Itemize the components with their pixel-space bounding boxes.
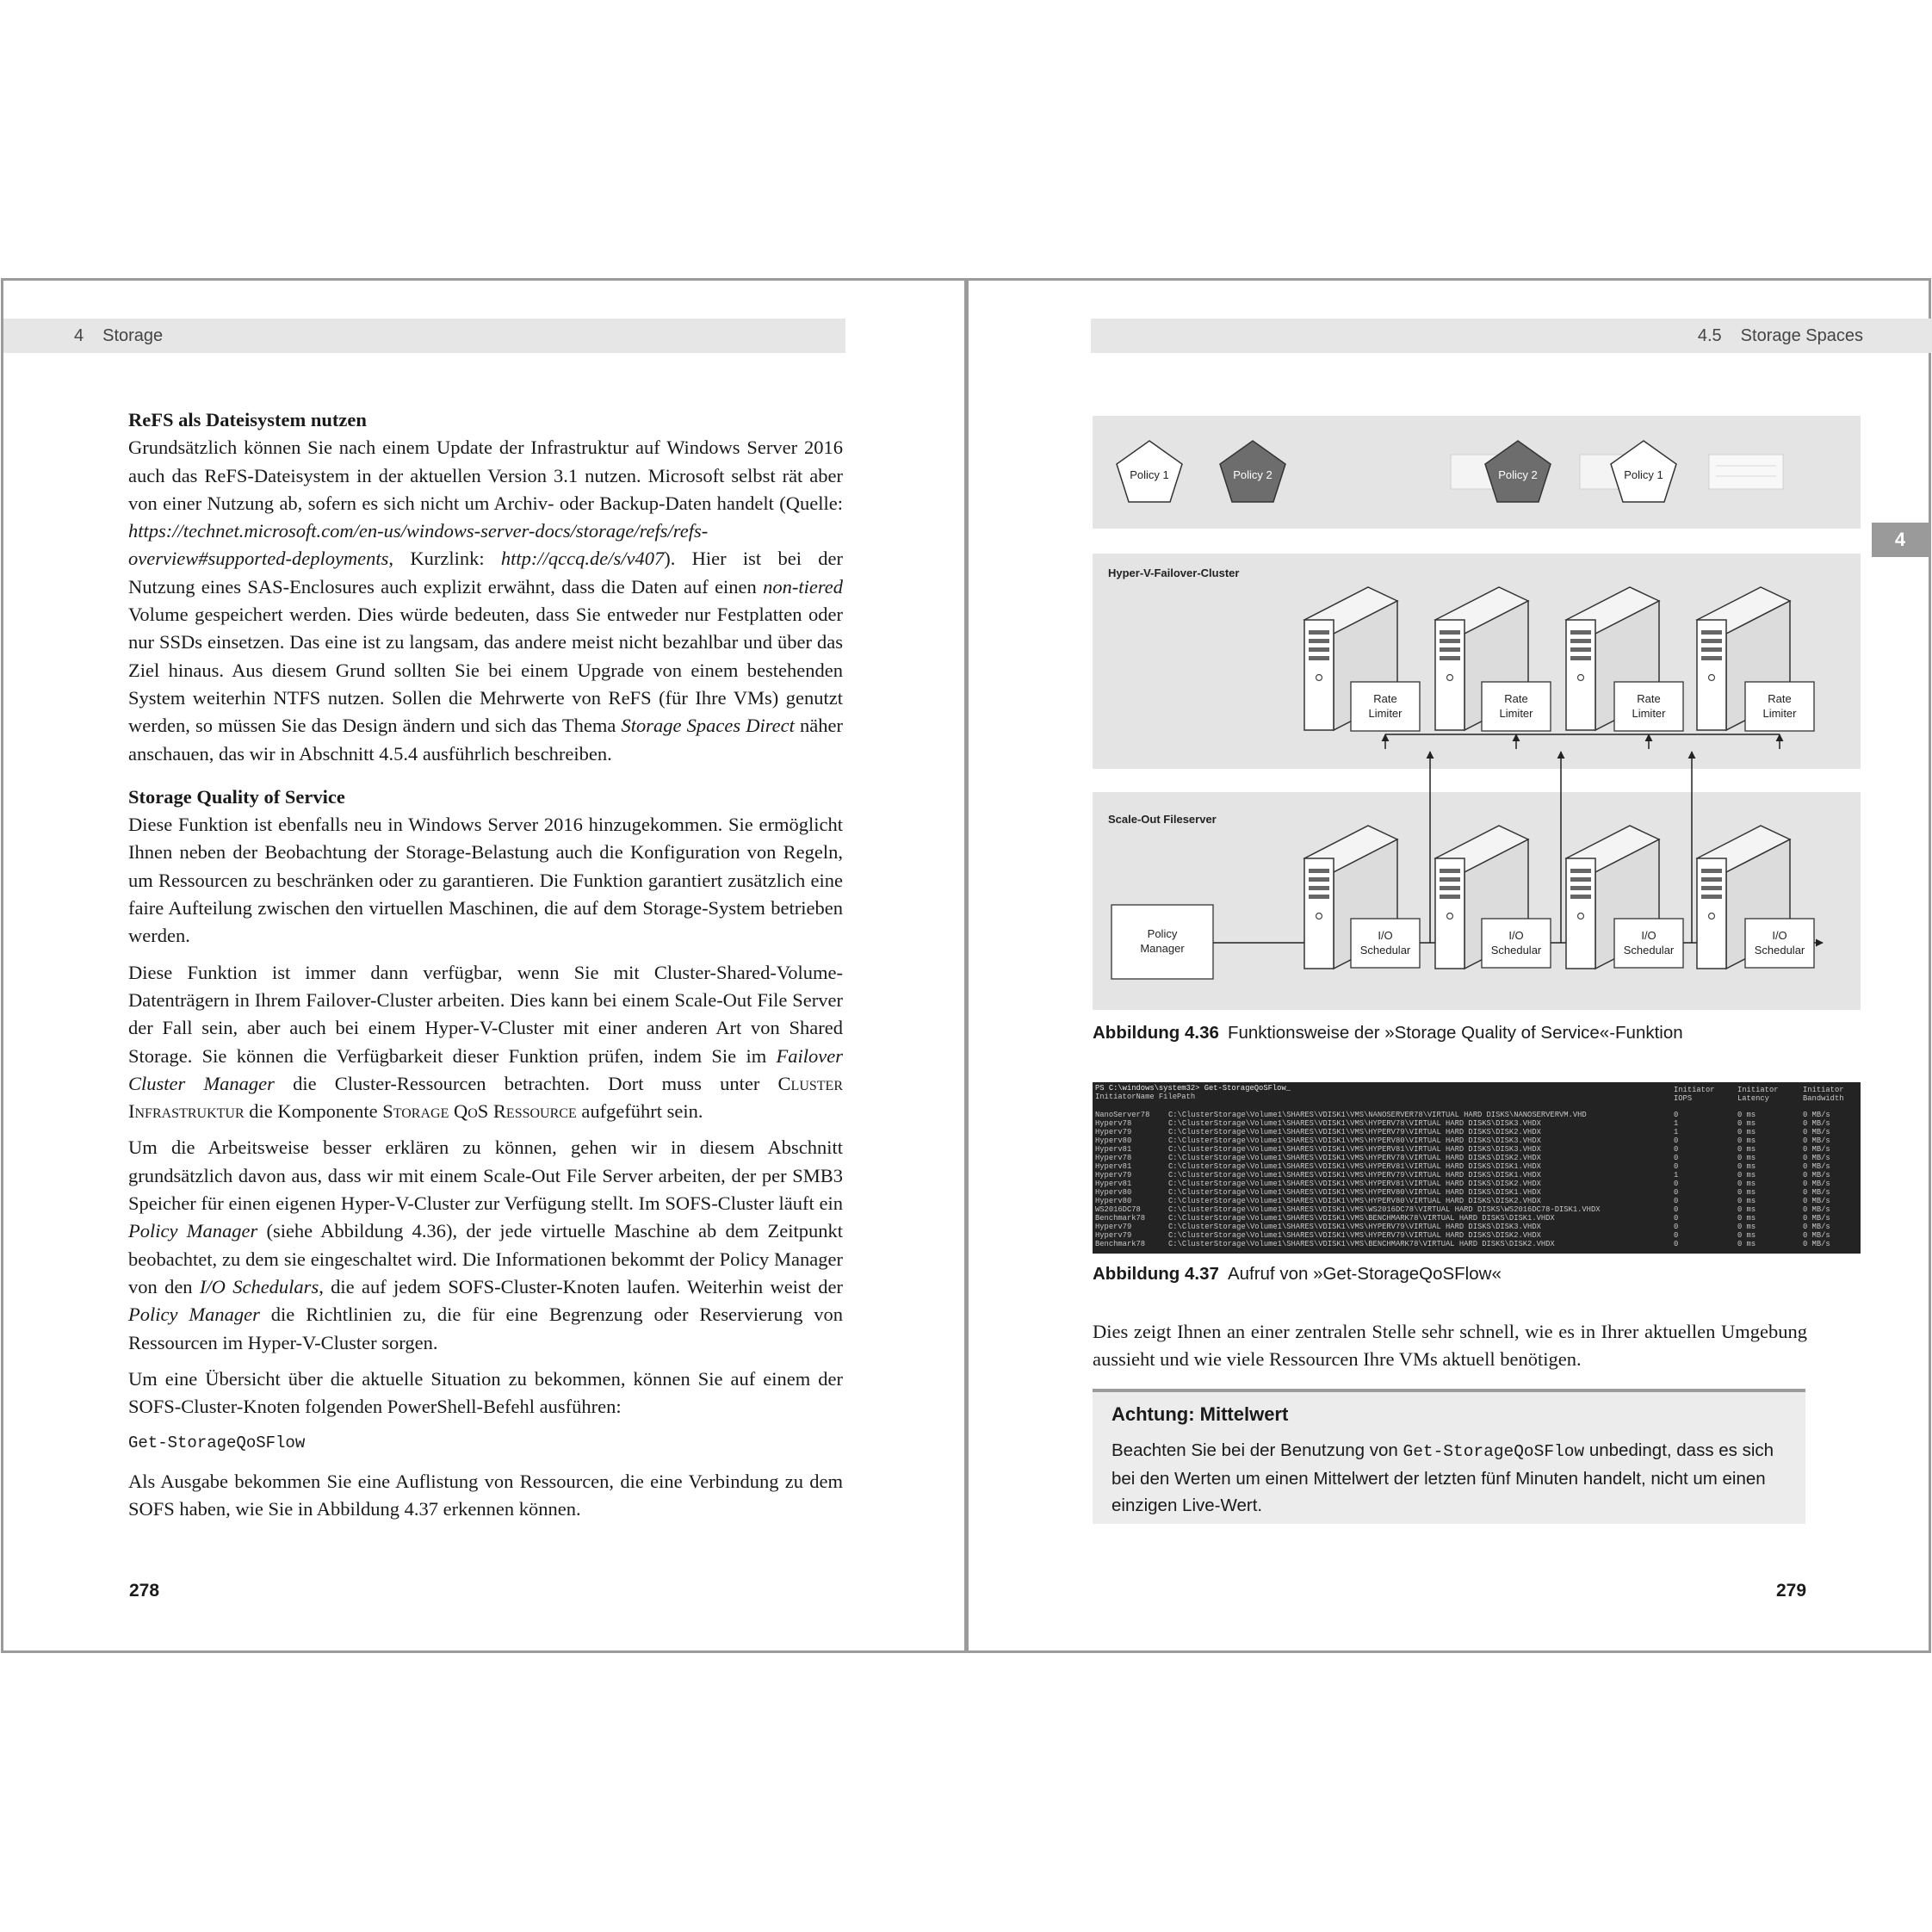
table-cell-bw: 0 MB/s — [1803, 1111, 1830, 1119]
table-cell-path: C:\ClusterStorage\Volume1\SHARES\VDISK1\VMS\HYPERV79\VIRTUAL HARD DISKS\DISK2.VHDX — [1168, 1128, 1541, 1136]
storage-enclosure-icon — [1709, 455, 1783, 489]
table-cell-lat: 0 ms — [1737, 1197, 1756, 1205]
table-cell-iops: 0 — [1674, 1188, 1679, 1197]
table-cell-iops: 1 — [1674, 1171, 1679, 1180]
ps-col-header-line: Initiator — [1737, 1086, 1779, 1094]
table-cell-lat: 0 ms — [1737, 1162, 1756, 1171]
qos-diagram — [1093, 416, 1861, 1010]
table-cell-lat: 0 ms — [1737, 1205, 1756, 1214]
table-cell-lat: 0 ms — [1737, 1223, 1756, 1231]
rate-limiter-box — [1614, 682, 1683, 731]
table-cell-lat: 0 ms — [1737, 1231, 1756, 1240]
table-cell-iops: 1 — [1674, 1119, 1679, 1128]
ps-column-header: InitiatorName FilePath — [1095, 1093, 1196, 1101]
table-cell-name: Hyperv78 — [1095, 1119, 1132, 1128]
table-cell-name: Hyperv80 — [1095, 1197, 1132, 1205]
policy-label: Policy 2 — [1233, 468, 1273, 481]
table-row — [1093, 1197, 1861, 1205]
rate-limiter-box — [1482, 682, 1551, 731]
table-cell-lat: 0 ms — [1737, 1111, 1756, 1119]
table-cell-bw: 0 MB/s — [1803, 1205, 1830, 1214]
caption-label: Abbildung 4.37 — [1093, 1264, 1219, 1284]
note-text — [1112, 1437, 1792, 1519]
rate-limiter-label: Limiter — [1762, 707, 1797, 720]
powershell-output-screenshot — [1093, 1082, 1861, 1254]
table-row — [1093, 1136, 1861, 1145]
text-run: ). Hier ist bei der Nutzung eines SAS-Enclosures auch explizit erwähnt, dass die Daten auf einen — [128, 548, 843, 598]
io-scheduler-label: I/O — [1508, 929, 1524, 942]
io-scheduler-label: I/O — [1641, 929, 1656, 942]
ps-col-header-line: IOPS — [1674, 1094, 1693, 1103]
ps-col-iops — [1674, 1086, 1734, 1103]
table-row — [1093, 1223, 1861, 1231]
table-cell-bw: 0 MB/s — [1803, 1197, 1830, 1205]
ui-label: Storage QoS Ressource — [382, 1100, 577, 1123]
table-cell-name: Hyperv79 — [1095, 1128, 1132, 1136]
table-cell-bw: 0 MB/s — [1803, 1188, 1830, 1197]
ps-col-bandwidth — [1803, 1086, 1861, 1103]
table-cell-lat: 0 ms — [1737, 1180, 1756, 1188]
text-run: aufgeführt sein. — [576, 1100, 703, 1123]
table-row — [1093, 1214, 1861, 1223]
warning-note-box — [1093, 1389, 1805, 1524]
text-run: (siehe Abbildung 4.36), der jede virtuelle Maschine ab dem Zeitpunkt beobachtet, zu dem sie eingeschaltet wird. Die Informationen bekommt der Policy Manager von den — [128, 1220, 843, 1297]
policy-manager-label: Policy — [1147, 927, 1178, 940]
text-run: , Kurzlink: — [388, 548, 501, 570]
table-cell-path: C:\ClusterStorage\Volume1\SHARES\VDISK1\VMS\HYPERV78\VIRTUAL HARD DISKS\DISK3.VHDX — [1168, 1119, 1541, 1128]
rate-limiter-label: Limiter — [1632, 707, 1666, 720]
rate-limiter-label: Rate — [1637, 692, 1661, 705]
table-cell-path: C:\ClusterStorage\Volume1\SHARES\VDISK1\VMS\HYPERV80\VIRTUAL HARD DISKS\DISK2.VHDX — [1168, 1197, 1541, 1205]
table-row — [1093, 1111, 1861, 1119]
table-cell-name: Benchmark78 — [1095, 1240, 1146, 1248]
table-cell-path: C:\ClusterStorage\Volume1\SHARES\VDISK1\VMS\HYPERV80\VIRTUAL HARD DISKS\DISK1.VHDX — [1168, 1188, 1541, 1197]
io-scheduler-box — [1482, 919, 1551, 968]
table-cell-iops: 0 — [1674, 1231, 1679, 1240]
io-scheduler-label: Schedular — [1490, 944, 1542, 957]
policy-label: Policy 2 — [1498, 468, 1538, 481]
table-cell-path: C:\ClusterStorage\Volume1\SHARES\VDISK1\VMS\HYPERV79\VIRTUAL HARD DISKS\DISK2.VHDX — [1168, 1231, 1541, 1240]
table-cell-path: C:\ClusterStorage\Volume1\SHARES\VDISK1\VMS\HYPERV81\VIRTUAL HARD DISKS\DISK1.VHDX — [1168, 1162, 1541, 1171]
table-cell-iops: 0 — [1674, 1180, 1679, 1188]
table-row — [1093, 1205, 1861, 1214]
section-heading-qos: Storage Quality of Service — [128, 785, 345, 808]
ps-col-header-line: Initiator — [1803, 1086, 1844, 1094]
io-scheduler-label: I/O — [1378, 929, 1393, 942]
io-scheduler-box — [1745, 919, 1814, 968]
section-number: 4.5 — [1697, 326, 1722, 345]
figure-caption-436 — [1093, 1023, 1683, 1043]
caption-text: Aufruf von »Get-StorageQoSFlow« — [1227, 1264, 1502, 1284]
text-run: Diese Funktion ist immer dann verfügbar, wenn Sie mit Cluster-Shared-Volume-Datenträgern in Ihrem Failover-Cluster arbeiten. Dies kann bei einem Scale-Out File Server der Fall sein, aber auch bei einem Hyper-V-Cluster mit einer anderen Art von Shared Storage. Sie können die Verfügbarkeit dieser Funktion prüfen, indem Sie im — [128, 961, 843, 1067]
io-scheduler-label: Schedular — [1359, 944, 1411, 957]
io-scheduler-box — [1351, 919, 1420, 968]
caption-text: Funktionsweise der »Storage Quality of Service«-Funktion — [1227, 1023, 1683, 1043]
left-page — [1, 278, 967, 1653]
table-cell-name: Hyperv79 — [1095, 1223, 1132, 1231]
rate-limiter-label: Limiter — [1499, 707, 1533, 720]
emphasis: Failover Cluster Manager — [128, 1044, 843, 1094]
text-run: die Richtlinien zu, die für eine Begrenzung oder Reservierung von Ressourcen im Hyper-V-Cluster sorgen. — [128, 1303, 843, 1353]
text-run: , die auf jedem SOFS-Cluster-Knoten laufen. Weiterhin weist der — [319, 1275, 843, 1297]
table-cell-path: C:\ClusterStorage\Volume1\SHARES\VDISK1\VMS\HYPERV78\VIRTUAL HARD DISKS\DISK2.VHDX — [1168, 1154, 1541, 1162]
ps-prompt: PS C:\windows\system32> Get-StorageQoSFlow_ — [1095, 1084, 1291, 1093]
text-run: Um die Arbeitsweise besser erklären zu können, gehen wir in diesem Abschnitt grundsätzlich davon aus, dass wir mit einem Scale-Out File Server arbeiten, der per SMB3 Speicher für einen eigenen Hyper-V-Cluster zur Verfügung stellt. Im SOFS-Cluster läuft ein — [128, 1136, 843, 1215]
table-cell-lat: 0 ms — [1737, 1154, 1756, 1162]
table-cell-name: Hyperv81 — [1095, 1162, 1132, 1171]
table-cell-name: WS2016DC78 — [1095, 1205, 1141, 1214]
table-row — [1093, 1162, 1861, 1171]
running-head-left — [3, 319, 845, 353]
rate-limiter-label: Limiter — [1368, 707, 1403, 720]
policy-manager-label: Manager — [1140, 942, 1185, 955]
ps-col-header-line: Bandwidth — [1803, 1094, 1844, 1103]
table-row — [1093, 1171, 1861, 1180]
table-cell-iops: 0 — [1674, 1205, 1679, 1214]
ps-col-latency — [1737, 1086, 1798, 1103]
page-number-right: 279 — [1776, 1581, 1807, 1601]
table-cell-iops: 0 — [1674, 1214, 1679, 1223]
inline-code: Get-StorageQoSFlow — [1403, 1442, 1585, 1461]
section-heading-refs: ReFS als Dateisystem nutzen — [128, 409, 367, 430]
table-cell-iops: 0 — [1674, 1111, 1679, 1119]
table-row — [1093, 1119, 1861, 1128]
link-shortlink[interactable]: http://qccq.de/s/v407 — [500, 548, 665, 570]
rate-limiter-box — [1351, 682, 1420, 731]
table-cell-bw: 0 MB/s — [1803, 1145, 1830, 1154]
text-run: Volume gespeichert werden. Dies würde bedeuten, dass Sie entweder nur Festplatten oder nur SSDs einsetzen. Das eine ist zu langsam, das andere meist nicht bezahlbar und über das Ziel hinaus. Aus diesem Grund sollten Sie bei einem Upgrade von einem bestehenden System weiterhin NTFS nutzen. Sollen die Mehrwerte von ReFS (für Ihre VMs) genutzt werden, so müssen Sie das Design ändern und sich das Thema — [128, 604, 843, 737]
table-cell-bw: 0 MB/s — [1803, 1136, 1830, 1145]
text-run: Grundsätzlich können Sie nach einem Update der Infrastruktur auf Windows Server 2016 auch das ReFS-Dateisystem in der aktuellen Version 3.1 nutzen. Microsoft selbst rät aber von einer Nutzung ab, sofern es sich nicht um Archiv- oder Backup-Daten handelt (Quelle: — [128, 437, 843, 514]
paragraph-qos-5: Als Ausgabe bekommen Sie eine Auflistung von Ressourcen, die eine Verbindung zu dem SOFS haben, wie Sie in Abbildung 4.37 erkennen können. — [128, 1470, 843, 1520]
text-run: Beachten Sie bei der Benutzung von — [1112, 1440, 1403, 1460]
right-page — [966, 278, 1931, 1653]
policy-label: Policy 1 — [1130, 468, 1169, 481]
rate-limiter-label: Rate — [1504, 692, 1528, 705]
emphasis: Storage Spaces Direct — [621, 715, 795, 737]
emphasis: Policy Manager — [128, 1303, 260, 1326]
table-cell-iops: 1 — [1674, 1128, 1679, 1136]
policy-label: Policy 1 — [1624, 468, 1663, 481]
sofs-label: Scale-Out Fileserver — [1108, 813, 1217, 826]
table-cell-bw: 0 MB/s — [1803, 1180, 1830, 1188]
table-row — [1093, 1128, 1861, 1136]
table-cell-bw: 0 MB/s — [1803, 1240, 1830, 1248]
hyperv-cluster-label: Hyper-V-Failover-Cluster — [1108, 567, 1240, 579]
chapter-thumb-tab: 4 — [1872, 523, 1929, 557]
text-run: unbedingt, dass es sich bei den Werten um einen Mittelwert der letzten fünf Minuten handelt, nicht um einen einzigen Live-Wert. — [1112, 1440, 1774, 1515]
paragraph-qos-3 — [128, 1134, 843, 1356]
paragraph-refs — [128, 434, 843, 768]
table-cell-path: C:\ClusterStorage\Volume1\SHARES\VDISK1\VMS\HYPERV79\VIRTUAL HARD DISKS\DISK1.VHDX — [1168, 1171, 1541, 1180]
table-cell-lat: 0 ms — [1737, 1145, 1756, 1154]
ps-col-header-line: Latency — [1737, 1094, 1769, 1103]
table-cell-iops: 0 — [1674, 1223, 1679, 1231]
table-cell-lat: 0 ms — [1737, 1119, 1756, 1128]
table-cell-name: Hyperv79 — [1095, 1171, 1132, 1180]
table-cell-name: Hyperv80 — [1095, 1136, 1132, 1145]
table-row — [1093, 1180, 1861, 1188]
table-cell-iops: 0 — [1674, 1162, 1679, 1171]
emphasis: I/O Schedulars — [199, 1275, 319, 1297]
table-cell-bw: 0 MB/s — [1803, 1223, 1830, 1231]
paragraph-qos-4: Um eine Übersicht über die aktuelle Situation zu bekommen, können Sie auf einem der SOFS-Cluster-Knoten folgenden PowerShell-Befehl ausführen: — [128, 1367, 843, 1418]
table-cell-lat: 0 ms — [1737, 1240, 1756, 1248]
table-cell-iops: 0 — [1674, 1136, 1679, 1145]
page-number-left: 278 — [129, 1581, 160, 1601]
paragraph-qos-2 — [128, 959, 843, 1126]
table-cell-bw: 0 MB/s — [1803, 1171, 1830, 1180]
table-cell-path: C:\ClusterStorage\Volume1\SHARES\VDISK1\VMS\NANOSERVER78\VIRTUAL HARD DISKS\NANOSERVERVM.VHD — [1168, 1111, 1587, 1119]
table-cell-bw: 0 MB/s — [1803, 1162, 1830, 1171]
table-cell-path: C:\ClusterStorage\Volume1\SHARES\VDISK1\VMS\WS2016DC78\VIRTUAL HARD DISKS\WS2016DC78-DISK1.VHDX — [1168, 1205, 1601, 1214]
table-row — [1093, 1240, 1861, 1248]
table-cell-path: C:\ClusterStorage\Volume1\SHARES\VDISK1\VMS\HYPERV81\VIRTUAL HARD DISKS\DISK3.VHDX — [1168, 1145, 1541, 1154]
table-cell-lat: 0 ms — [1737, 1214, 1756, 1223]
table-cell-path: C:\ClusterStorage\Volume1\SHARES\VDISK1\VMS\BENCHMARK78\VIRTUAL HARD DISKS\DISK1.VHDX — [1168, 1214, 1555, 1223]
table-cell-name: Hyperv78 — [1095, 1154, 1132, 1162]
table-cell-bw: 0 MB/s — [1803, 1154, 1830, 1162]
table-cell-path: C:\ClusterStorage\Volume1\SHARES\VDISK1\VMS\HYPERV80\VIRTUAL HARD DISKS\DISK3.VHDX — [1168, 1136, 1541, 1145]
table-cell-name: NanoServer78 — [1095, 1111, 1150, 1119]
text-run: die Cluster-Ressourcen betrachten. Dort muss unter — [274, 1072, 778, 1094]
caption-label: Abbildung 4.36 — [1093, 1023, 1219, 1043]
table-cell-name: Hyperv79 — [1095, 1231, 1132, 1240]
table-cell-lat: 0 ms — [1737, 1136, 1756, 1145]
table-cell-iops: 0 — [1674, 1240, 1679, 1248]
note-heading: Achtung: Mittelwert — [1112, 1403, 1289, 1425]
running-head-right — [1091, 319, 1932, 353]
chapter-title: Storage — [102, 326, 164, 345]
table-row — [1093, 1231, 1861, 1240]
table-cell-lat: 0 ms — [1737, 1188, 1756, 1197]
table-cell-iops: 0 — [1674, 1154, 1679, 1162]
paragraph-summary: Dies zeigt Ihnen an einer zentralen Stelle sehr schnell, wie es in Ihrer aktuellen Umgebung aussieht und wie viele Ressourcen Ihre VMs aktuell benötigen. — [1093, 1321, 1807, 1371]
io-scheduler-box — [1614, 919, 1683, 968]
emphasis: Policy Manager — [128, 1220, 258, 1242]
table-cell-lat: 0 ms — [1737, 1171, 1756, 1180]
paragraph-qos-1: Diese Funktion ist ebenfalls neu in Windows Server 2016 hinzugekommen. Sie ermöglicht Ihnen neben der Beobachtung der Storage-Belastung auch die Konfiguration von Regeln, um Ressourcen zu beschränken oder zu garantieren. Die Funktion garantiert zusätzlich eine faire Aufteilung zwischen den virtuellen Maschinen, die auf dem Storage-System betrieben werden. — [128, 814, 843, 947]
rate-limiter-label: Rate — [1768, 692, 1792, 705]
table-cell-name: Hyperv81 — [1095, 1145, 1132, 1154]
table-cell-iops: 0 — [1674, 1197, 1679, 1205]
text-run: näher anschauen, das wir in Abschnitt 4.5.4 ausführlich beschreiben. — [128, 715, 844, 765]
table-row — [1093, 1154, 1861, 1162]
left-text-block — [128, 406, 843, 1532]
table-cell-name: Hyperv80 — [1095, 1188, 1132, 1197]
ui-label: Cluster Infrastruktur — [128, 1072, 843, 1123]
table-cell-name: Hyperv81 — [1095, 1180, 1132, 1188]
ps-col-header-line: Initiator — [1674, 1086, 1715, 1094]
table-cell-path: C:\ClusterStorage\Volume1\SHARES\VDISK1\VMS\HYPERV79\VIRTUAL HARD DISKS\DISK3.VHDX — [1168, 1223, 1541, 1231]
table-cell-bw: 0 MB/s — [1803, 1214, 1830, 1223]
chapter-number: 4 — [74, 326, 84, 345]
table-cell-bw: 0 MB/s — [1803, 1128, 1830, 1136]
table-row — [1093, 1188, 1861, 1197]
table-cell-path: C:\ClusterStorage\Volume1\SHARES\VDISK1\VMS\BENCHMARK78\VIRTUAL HARD DISKS\DISK2.VHDX — [1168, 1240, 1555, 1248]
policy-manager-box — [1112, 905, 1213, 979]
table-row — [1093, 1145, 1861, 1154]
table-cell-bw: 0 MB/s — [1803, 1119, 1830, 1128]
io-scheduler-label: Schedular — [1623, 944, 1675, 957]
link-technet[interactable]: https://technet.microsoft.com/en-us/windows-server-docs/storage/refs/refs-overview#supported-deployments — [128, 520, 709, 570]
figure-caption-437 — [1093, 1264, 1502, 1285]
emphasis: non-tiered — [763, 575, 843, 598]
table-cell-iops: 0 — [1674, 1145, 1679, 1154]
io-scheduler-label: I/O — [1772, 929, 1787, 942]
section-title: Storage Spaces — [1740, 326, 1863, 345]
rate-limiter-box — [1745, 682, 1814, 731]
code-command: Get-StorageQoSFlow — [128, 1434, 306, 1453]
table-cell-lat: 0 ms — [1737, 1128, 1756, 1136]
text-run: die Komponente — [244, 1100, 383, 1123]
table-cell-bw: 0 MB/s — [1803, 1231, 1830, 1240]
rate-limiter-label: Rate — [1373, 692, 1397, 705]
io-scheduler-label: Schedular — [1754, 944, 1805, 957]
table-cell-path: C:\ClusterStorage\Volume1\SHARES\VDISK1\VMS\HYPERV81\VIRTUAL HARD DISKS\DISK2.VHDX — [1168, 1180, 1541, 1188]
table-cell-name: Benchmark78 — [1095, 1214, 1146, 1223]
